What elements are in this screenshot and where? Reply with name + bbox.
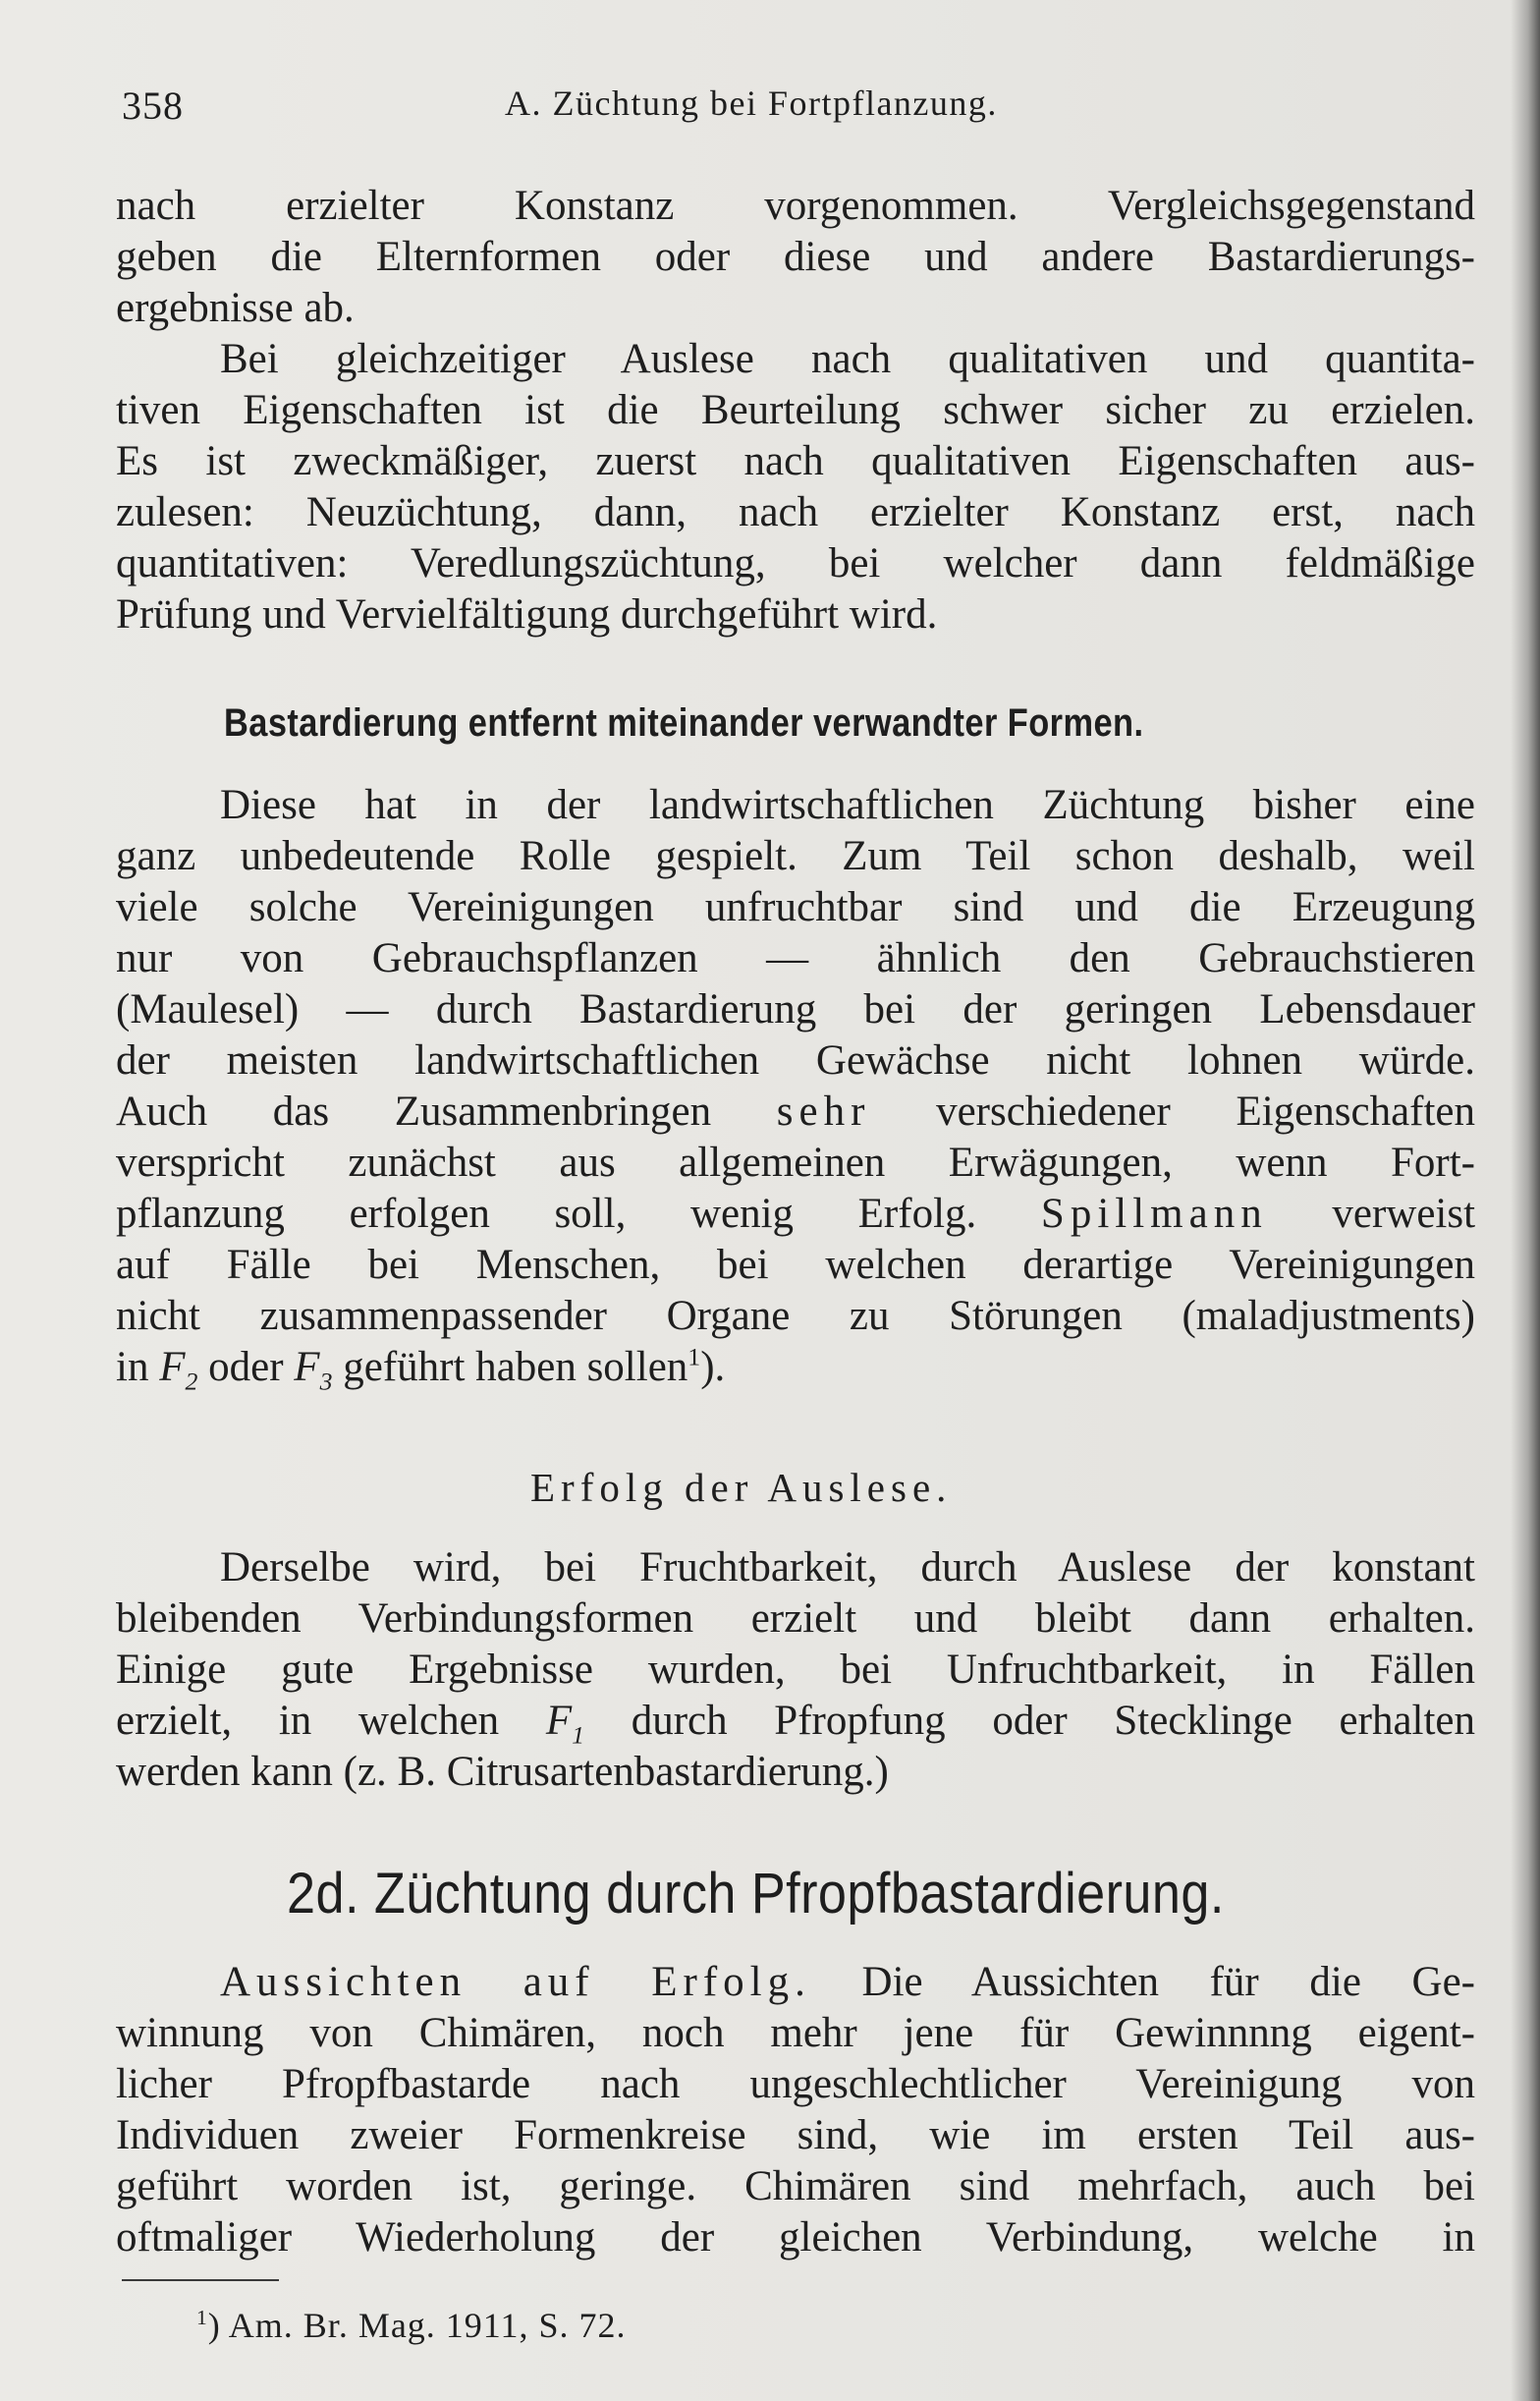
- author-name-spaced: Spillmann: [1040, 1191, 1268, 1237]
- text-fragment: verweist: [1332, 1191, 1476, 1237]
- text-line: geführt worden ist, geringe. Chimären sind mehrfach, auch bei: [116, 2163, 1475, 2209]
- text-line: ganz unbedeutende Rolle gespielt. Zum Teil schon deshalb, weil: [116, 833, 1475, 879]
- text-fragment: verschiedener Eigenschaften: [936, 1089, 1476, 1135]
- page-header: [122, 83, 1477, 141]
- text-line: bleibenden Verbindungsformen erzielt und bleibt dann erhalten.: [116, 1595, 1475, 1642]
- text-fragment: in: [116, 1344, 149, 1390]
- text-line: Bei gleichzeitiger Auslese nach qualitativen und quantita-: [220, 336, 1475, 382]
- text-line: winnung von Chimären, noch mehr jene für Gewinnnng eigent-: [116, 2010, 1475, 2056]
- text-line: viele solche Vereinigungen unfruchtbar sind und die Erzeugung: [116, 884, 1475, 930]
- text-fragment: pflanzung erfolgen soll, wenig Erfolg.: [116, 1191, 977, 1237]
- text-fragment: oder: [208, 1344, 284, 1390]
- math-symbol: $F_2$: [159, 1344, 198, 1396]
- text-line: [116, 1696, 1476, 1750]
- paragraph-block-1: [116, 181, 1475, 641]
- text-line: werden kann (z. B. Citrusartenbastardierung.): [116, 1749, 889, 1795]
- text-line: ergebnisse ab.: [116, 285, 355, 331]
- text-fragment: Die Aussichten für die Ge-: [861, 1959, 1475, 2005]
- text-line: (Maulesel) — durch Bastardierung bei der geringen Lebensdauer: [116, 986, 1475, 1033]
- page-edge-shadow: [1511, 0, 1540, 2401]
- text-line: Individuen zweier Formenkreise sind, wie im ersten Teil aus-: [116, 2112, 1475, 2158]
- text-fragment: erzielt, in welchen: [116, 1698, 500, 1744]
- text-fragment: geführt haben sollen: [343, 1344, 688, 1390]
- text-line: nicht zusammenpassender Organe zu Störungen (maladjustments): [116, 1293, 1475, 1339]
- paragraph-block-3: [116, 1542, 1475, 1798]
- paragraph-block-4: [116, 1957, 1475, 2263]
- math-symbol: $F_1$: [545, 1698, 585, 1750]
- text-fragment: ).: [700, 1344, 726, 1390]
- text-line: tiven Eigenschaften ist die Beurteilung schwer sicher zu erzielen.: [116, 387, 1475, 433]
- section-heading-bastardierung: Bastardierung entfernt miteinander verwandter Formen.: [224, 701, 1144, 745]
- text-line: Derselbe wird, bei Fruchtbarkeit, durch Auslese der konstant: [220, 1544, 1475, 1591]
- text-line: Es ist zweckmäßiger, zuerst nach qualitativen Eigenschaften aus-: [116, 438, 1475, 484]
- text-line: nach erzielter Konstanz vorgenommen. Vergleichsgegenstand: [116, 183, 1475, 229]
- text-fragment: Auch das Zusammenbringen: [116, 1089, 712, 1135]
- text-line: verspricht zunächst aus allgemeinen Erwägungen, wenn Fort-: [116, 1140, 1475, 1186]
- paragraph-block-2: [116, 780, 1476, 1396]
- footnote-text: ) Am. Br. Mag. 1911, S. 72.: [207, 2306, 627, 2345]
- text-line: Einige gute Ergebnisse wurden, bei Unfruchtbarkeit, in Fällen: [116, 1647, 1475, 1693]
- text-line: [116, 1957, 1475, 2008]
- footnote-marker: 1: [688, 1342, 701, 1371]
- text-line: Prüfung und Vervielfältigung durchgeführt wird.: [116, 591, 938, 638]
- text-line: [116, 1087, 1475, 1138]
- footnote-marker: 1: [196, 2306, 208, 2329]
- text-line: [116, 1342, 1475, 1396]
- text-fragment: durch Pfropfung oder Stecklinge erhalten: [631, 1698, 1476, 1744]
- text-line: Diese hat in der landwirtschaftlichen Züchtung bisher eine: [220, 782, 1475, 828]
- text-line: licher Pfropfbastarde nach ungeschlechtlicher Vereinigung von: [116, 2061, 1475, 2107]
- text-line: der meisten landwirtschaftlichen Gewächse nicht lohnen würde.: [116, 1037, 1475, 1084]
- text-line: nur von Gebrauchspflanzen — ähnlich den Gebrauchstieren: [116, 935, 1475, 981]
- running-head: A. Züchtung bei Fortpflanzung.: [505, 84, 998, 123]
- text-line: auf Fälle bei Menschen, bei welchen derartige Vereinigungen: [116, 1242, 1475, 1288]
- footnote: [196, 2305, 627, 2346]
- text-line: quantitativen: Veredlungszüchtung, bei welcher dann feldmäßige: [116, 540, 1475, 586]
- chapter-heading-2d: 2d. Züchtung durch Pfropfbastardierung.: [287, 1862, 1225, 1926]
- math-symbol: $F_3$: [294, 1344, 333, 1396]
- footnote-rule: [122, 2279, 279, 2281]
- lead-in-spaced: Aussichten auf Erfolg.: [220, 1959, 811, 2005]
- text-line: [116, 1189, 1475, 1240]
- text-line: zulesen: Neuzüchtung, dann, nach erzielter Konstanz erst, nach: [116, 489, 1475, 535]
- text-line: oftmaliger Wiederholung der gleichen Verbindung, welche in: [116, 2214, 1475, 2261]
- section-heading-erfolg: Erfolg der Auslese.: [530, 1465, 953, 1510]
- page-number: 358: [122, 84, 184, 128]
- emphasis-spaced: sehr: [776, 1089, 871, 1135]
- text-line: geben die Elternformen oder diese und andere Bastardierungs-: [116, 234, 1475, 280]
